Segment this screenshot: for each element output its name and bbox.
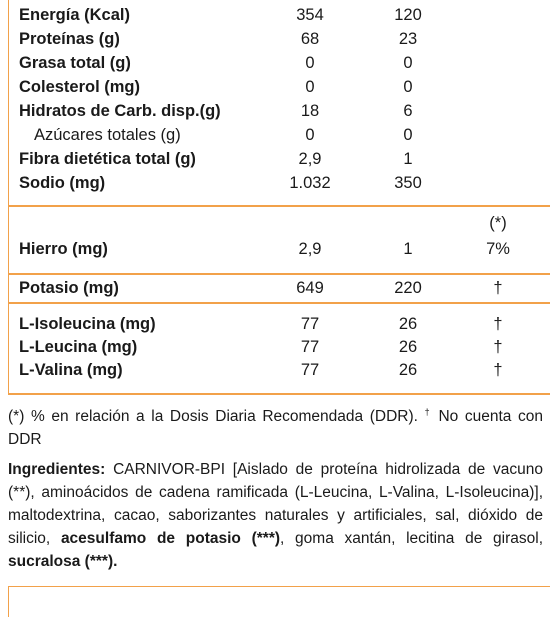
- value-per-serving: 220: [394, 279, 422, 297]
- value-per-100g: 68: [300, 30, 320, 48]
- value-ddr: †: [493, 338, 503, 356]
- nutrient-row: [8, 51, 550, 75]
- row-label: Potasio (mg): [19, 279, 119, 297]
- nutrient-row: [8, 3, 550, 27]
- value-per-serving: 0: [403, 54, 413, 72]
- value-ddr: †: [493, 361, 503, 379]
- ddr-header-row: [8, 211, 550, 235]
- nutrient-row: [8, 171, 550, 195]
- value-per-100g: 77: [300, 315, 320, 333]
- value-ddr: †: [493, 279, 503, 297]
- ingredients-title: Ingredientes:: [8, 461, 106, 478]
- value-per-100g: 0: [305, 126, 315, 144]
- row-label: Proteínas (g): [19, 30, 120, 48]
- value-per-100g: 2,9: [298, 150, 322, 168]
- ingredients-text: CARNIVOR-BPI [Aislado de proteína hidrolizada de vacuno (**), aminoácidos de cadena ramificada (L-Leucina, L-Valina, L-Isoleucina)], maltodextrina, cacao, saborizantes naturales y artificiales, sal, dióxido de silicio,: [8, 461, 543, 547]
- nutrient-row: [8, 147, 550, 171]
- nutrient-row: [8, 358, 550, 382]
- value-ddr: †: [493, 315, 503, 333]
- row-label: Colesterol (mg): [19, 78, 141, 96]
- divider: [8, 393, 550, 395]
- row-label: Fibra dietética total (g): [19, 150, 196, 168]
- value-per-serving: 0: [403, 78, 413, 96]
- value-per-100g: 0: [305, 78, 315, 96]
- footnote: [8, 405, 543, 451]
- value-per-serving: 1: [403, 150, 413, 168]
- value-per-serving: 1: [403, 240, 413, 258]
- value-per-serving: 26: [398, 338, 418, 356]
- row-label: L-Isoleucina (mg): [19, 315, 156, 333]
- ingredients-bold: acesulfamo de potasio (***): [60, 530, 281, 547]
- nutrient-row: [8, 312, 550, 336]
- potasio-row: [8, 276, 550, 300]
- value-per-100g: 2,9: [298, 240, 322, 258]
- dagger-symbol: †: [424, 406, 432, 417]
- value-per-100g: 354: [296, 6, 324, 24]
- nutrient-row: [8, 75, 550, 99]
- ingredients: [8, 458, 543, 573]
- value-per-serving: 26: [398, 315, 418, 333]
- ingredients-bold-2: sucralosa (***).: [8, 553, 118, 570]
- value-per-serving: 350: [394, 174, 422, 192]
- nutrient-row: [8, 99, 550, 123]
- value-per-serving: 26: [398, 361, 418, 379]
- nutrient-row: [8, 27, 550, 51]
- value-per-100g: 77: [300, 361, 320, 379]
- footnote-text: (*) % en relación a la Dosis Diaria Recomendada (DDR).: [8, 408, 425, 425]
- row-label: Hierro (mg): [19, 240, 108, 258]
- row-label: Energía (Kcal): [19, 6, 130, 24]
- value-per-100g: 77: [300, 338, 320, 356]
- row-label: Grasa total (g): [19, 54, 131, 72]
- value-per-100g: 1.032: [289, 174, 331, 192]
- value-per-serving: 120: [394, 6, 422, 24]
- value-per-100g: 649: [296, 279, 324, 297]
- row-label: Hidratos de Carb. disp.(g): [19, 102, 221, 120]
- row-label: L-Valina (mg): [19, 361, 123, 379]
- footnote-text-2: No cuenta con DDR: [8, 408, 543, 448]
- value-ddr: 7%: [486, 240, 510, 258]
- ddr-header: (*): [489, 214, 507, 232]
- ingredients-text-2: , goma xantán, lecitina de girasol,: [280, 530, 544, 547]
- value-per-100g: 18: [300, 102, 320, 120]
- nutrient-row: [8, 123, 550, 147]
- value-per-serving: 23: [398, 30, 418, 48]
- row-label: L-Leucina (mg): [19, 338, 138, 356]
- value-per-100g: 0: [305, 54, 315, 72]
- hierro-row: [8, 237, 550, 261]
- row-label: Azúcares totales (g): [34, 126, 181, 144]
- value-per-serving: 6: [403, 102, 413, 120]
- nutrient-row: [8, 335, 550, 359]
- value-per-serving: 0: [403, 126, 413, 144]
- row-label: Sodio (mg): [19, 174, 106, 192]
- bottom-table-frame: [8, 586, 550, 617]
